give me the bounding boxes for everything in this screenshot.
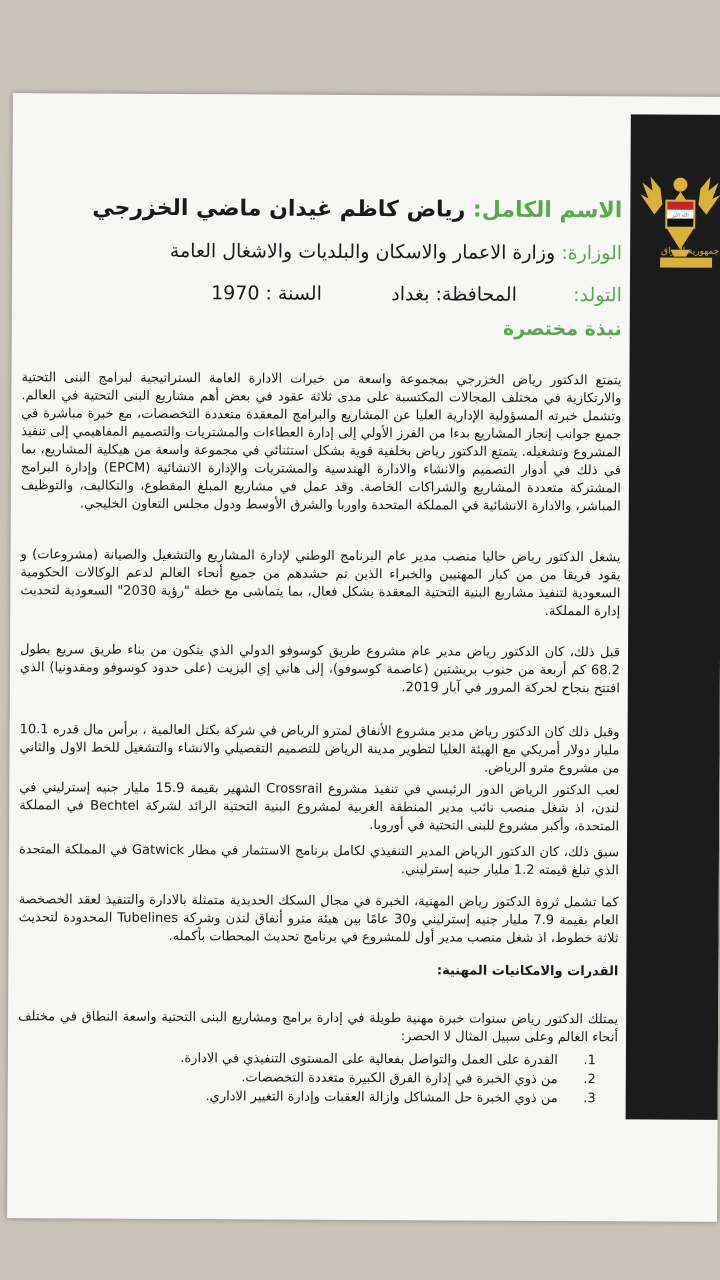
list-item-text: من ذوي الخبرة في إدارة الفرق الكبيرة متعددة التخصصات.: [241, 1070, 558, 1088]
bio-paragraph: وقبل ذلك كان الدكتور رياض مدير مشروع الأنفاق لمترو الرياض في شركة بكتل العالمية ، برأس مال قدره 10.1 مليار دولار أمريكي مع الهيئة العليا لتطوير مدينة الرياض للتصميم التفصيلي والانشاء والتشغيل للخط الاول والثاني من مشروع مترو الرياض.: [19, 722, 620, 777]
bio-paragraph: سبق ذلك، كان الدكتور الرياض المدير التنفيذي لكامل برنامج الاستثمار في مطار Gatwick في المملكة المتحدة الذي تبلغ قيمته 1.2 مليار جنيه إسترليني.: [18, 842, 620, 879]
ministry-value: وزارة الاعمار والاسكان والبلديات والاشغال العامة: [169, 239, 556, 264]
birth-year: السنة : 1970: [211, 282, 322, 305]
list-item-text: من ذوي الخبرة حل المشاكل وازالة العقبات وإدارة التغيير الاداري.: [205, 1089, 558, 1107]
bio-paragraph: قبل ذلك، كان الدكتور رياض مدير عام مشروع طريق كوسوفو الدولي الذي يتكون من بناء طريق سريع بطول 68.2 كم أربعة من جنوب بريشتين (عاصمة كوسوفو)، إلى هاني إي اليزيت (على حدود كوسوفو ومقدونيا) الذي افتتح بنجاح لحركة المرور في آيار 2019.: [19, 642, 621, 697]
full-name-value: رياض كاظم غيدان ماضي الخزرجي: [92, 195, 466, 223]
ministry-label: الوزارة:: [561, 242, 623, 265]
list-item-number: 3.: [583, 1091, 596, 1107]
bio-paragraph: يشغل الدكتور رياض حاليا منصب مدير عام البرنامج الوطني لإدارة المشاريع والتشغيل والصيانة (مشروعات) و يقود فريقا من من كبار المهنيين والخبراء الذين تم حشدهم من جميع أنحاء العالم لدعم الوكالات الحكومية السعودية لتنفيذ مشاريع البنية التحتية المعقدة بشكل فعال، بما يتماشى مع خطة "رؤية 2030" السعودية لتحديث إدارة المملكة.: [20, 547, 621, 620]
abilities-intro: يمتلك الدكتور رياض سنوات خبرة مهنية طويلة في إدارة برامج ومشاريع البنى التحتية واسعة النطاق في مختلف أنحاء العالم وعلى سبيل المثال لا الحصر:: [18, 1009, 619, 1046]
bio-heading: نبذة مختصرة: [502, 317, 622, 341]
birth-city: المحافظة: بغداد: [391, 283, 517, 306]
list-item-number: 2.: [583, 1072, 596, 1088]
abilities-heading: القدرات والامكانيات المهنية:: [436, 963, 619, 980]
emblem-caption: جمهورية العراق: [661, 246, 720, 257]
full-name-line: [92, 196, 622, 224]
full-name-label: الاسم الكامل:: [472, 197, 623, 224]
birth-line: [22, 281, 622, 307]
abilities-list: [180, 1049, 618, 1108]
list-item: [180, 1049, 618, 1070]
document-page: [7, 93, 720, 1222]
svg-text:الله اكبر: الله اكبر: [671, 212, 689, 219]
ministry-line: [170, 240, 622, 264]
list-item-text: القدرة على العمل والتواصل بفعالية على المستوى التنفيذي في الادارة.: [180, 1051, 558, 1069]
bio-paragraph: لعب الدكتور الرياض الدور الرئيسي في تنفيذ مشروع Crossrail الشهير بقيمة 15.9 مليار جنيه إسترليني في لندن، اذ شغل منصب نائب مدير المنطقة الغربية لمشروع البنية التحتية الرائد لشركة Bechtel في المملكة المتحدة، وأكبر مشروع للبنى التحتية في أوروبا.: [19, 780, 620, 835]
bio-paragraph: يتمتع الدكتور رياض الخزرجي بمجموعة واسعة من خبرات الادارة العامة الستراتيجية لبرامج البنى التحتية والارتكازية في مختلف المجالات المكتسبة على مدى ثلاثة عقود في بعض أهم مشاريع البنى التحتية في العالم. وتشمل خبرته المسؤولية الإدارية العليا عن المشاريع والبرامج المعقدة متعددة التخصصات، مع خبرة مباشرة في جميع جوانب إنجاز المشاريع بدءا من الفرز الأولي إلى إدارة العطاءات والمشتريات والتصميم المفاهيمي إلى تنفيذ المشروع وتشغيله. يتمتع الدكتور رياض بخلفية قوية بشكل استثنائي في مجموعة واسعة من هيكلية المشاريع، بما في ذلك في أدوار التصميم والانشاء والادارة الهندسية والمشتريات والإدارة الانشائية (EPCM) وإدارة البرامج المشتركة متعددة المشاريع والشراكات الخاصة. وقد عمل في مشاريع المبلغ المقطوع، والتكاليف، والتوظيف المباشر، والادارة الانشائية في المملكة المتحدة واوربا والشرق الأوسط ودول مجلس التعاون الخليجي.: [20, 370, 622, 515]
list-item-number: 1.: [583, 1053, 596, 1069]
sidebar-band: [626, 114, 720, 1119]
bio-paragraph: كما تشمل ثروة الدكتور رياض المهنية، الخبرة في مجال السكك الحديدية متمثلة بالادارة والتنفيذ لعقد الخصخصة العام بقيمة 7.9 مليار جنيه إسترليني و30 عامًا بين هيئة مترو أنفاق لندن وشركة Tubelines المحدودة لتحديث ثلاثة خطوط، اذ شغل منصب مدير أول للمشروع في برنامج تحديث المحطات بأكمله.: [18, 892, 619, 947]
document-content: [18, 93, 623, 1107]
list-item: [180, 1068, 618, 1089]
birth-label: التولد:: [573, 284, 622, 307]
list-item: [180, 1087, 618, 1108]
